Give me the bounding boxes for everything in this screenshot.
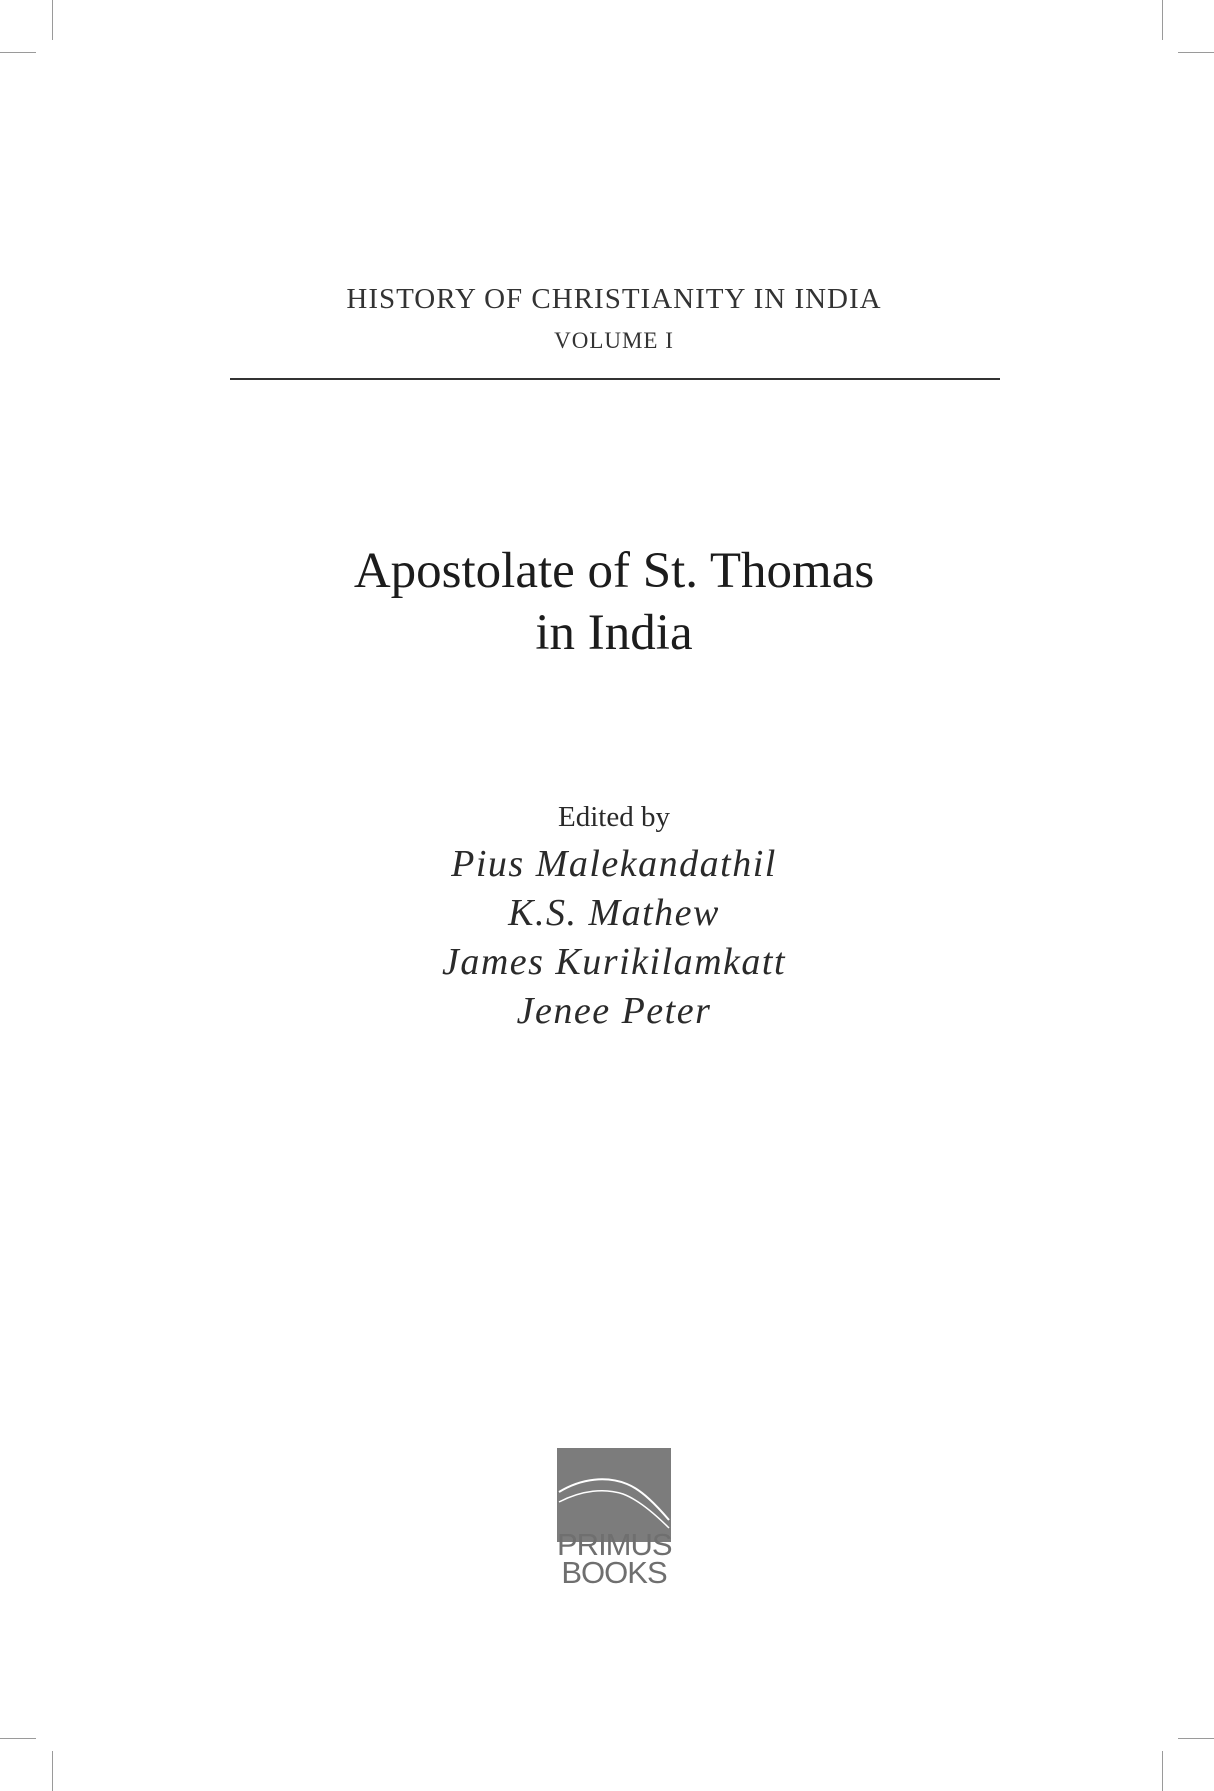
book-title bbox=[0, 540, 1214, 664]
editors-list bbox=[0, 840, 1214, 1036]
book-title-line-1: Apostolate of St. Thomas bbox=[353, 543, 875, 599]
publisher-logo-line-2: BOOKS bbox=[561, 1555, 667, 1590]
editor-name: Pius Malekandathil bbox=[451, 843, 777, 885]
book-title-line-2: in India bbox=[535, 605, 693, 661]
crop-mark-top-right-h bbox=[1178, 52, 1214, 53]
publisher-logo-line-1: PRIMUS bbox=[557, 1527, 672, 1562]
publisher-logo bbox=[557, 1448, 671, 1588]
crop-mark-bottom-left-v bbox=[52, 1751, 53, 1791]
crop-mark-top-right-v bbox=[1162, 0, 1163, 40]
crop-mark-bottom-right-v bbox=[1162, 1751, 1163, 1791]
editor-name: James Kurikilamkatt bbox=[441, 941, 787, 983]
series-volume: VOLUME I bbox=[554, 328, 674, 353]
crop-mark-bottom-left-h bbox=[0, 1738, 36, 1739]
editor-name: K.S. Mathew bbox=[508, 892, 720, 934]
crop-mark-bottom-right-h bbox=[1178, 1738, 1214, 1739]
crop-mark-top-left-h bbox=[0, 52, 36, 53]
editor-name: Jenee Peter bbox=[516, 990, 712, 1032]
crop-mark-top-left-v bbox=[52, 0, 53, 40]
divider-rule bbox=[230, 378, 1000, 380]
edited-by-label: Edited by bbox=[558, 801, 670, 833]
series-title: HISTORY OF CHRISTIANITY IN INDIA bbox=[346, 283, 882, 315]
